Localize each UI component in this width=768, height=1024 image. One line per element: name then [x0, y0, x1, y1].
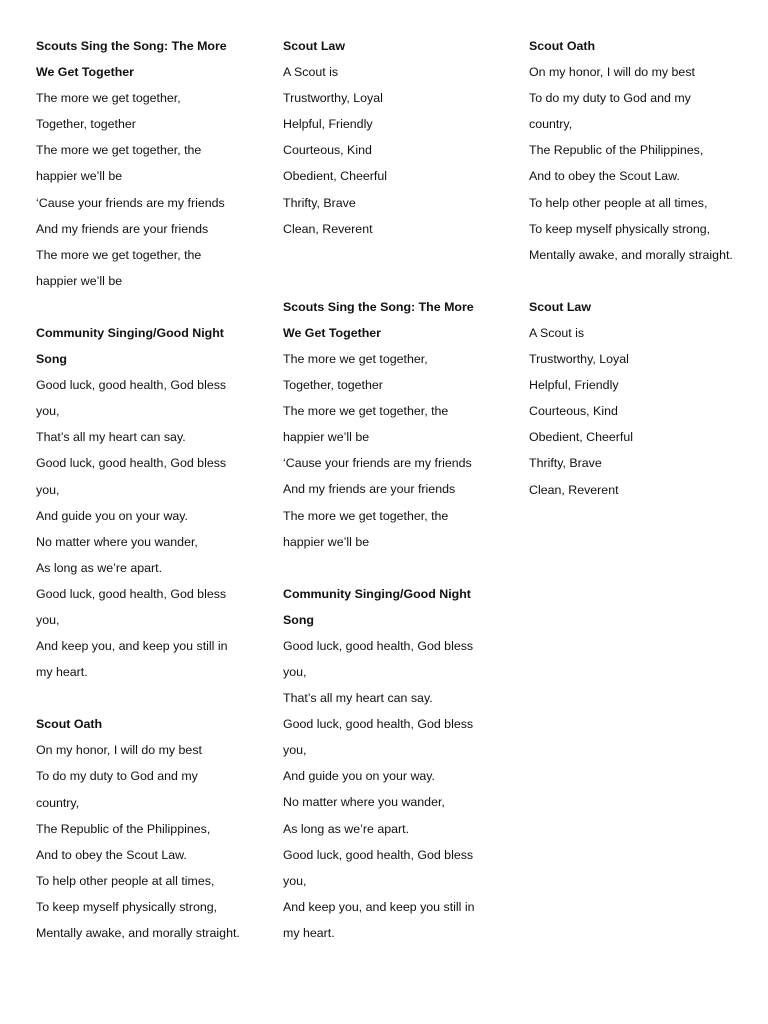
song-good-night	[283, 581, 488, 946]
section-title: Community Singing/Good Night Song	[283, 586, 471, 627]
section-title: Community Singing/Good Night Song	[36, 325, 224, 367]
column-1	[36, 33, 241, 972]
text-line: And my friends are your friends	[36, 221, 209, 236]
text-line: Courteous, Kind	[529, 404, 618, 419]
text-line: And keep you, and keep you still in my heart.	[283, 899, 475, 940]
text-line: Good luck, good health, God bless you,	[36, 378, 227, 419]
section-title: Scout Oath	[529, 39, 596, 53]
song-more-we-get-together	[36, 33, 241, 294]
text-line: To keep myself physically strong,	[36, 899, 218, 914]
scout-oath	[529, 33, 734, 268]
text-line: Thrifty, Brave	[283, 195, 356, 210]
text-line: To do my duty to God and my country,	[36, 769, 198, 810]
text-line: No matter where you wander,	[36, 534, 198, 549]
text-line: The more we get together, the happier we’ll be	[283, 508, 449, 549]
text-line: A Scout is	[529, 325, 585, 340]
section-title: Scouts Sing the Song: The More We Get Together	[283, 299, 474, 340]
text-line: The more we get together,	[283, 351, 428, 366]
song-good-night	[36, 320, 241, 685]
text-line: Helpful, Friendly	[529, 378, 619, 393]
text-line: On my honor, I will do my best	[36, 743, 202, 758]
text-line: Helpful, Friendly	[283, 117, 373, 132]
text-line: Mentally awake, and morally straight.	[529, 247, 733, 262]
text-line: And to obey the Scout Law.	[529, 169, 680, 184]
section-title: Scouts Sing the Song: The More We Get Together	[36, 39, 227, 80]
text-line: The more we get together, the happier we’ll be	[36, 143, 202, 184]
scout-oath	[36, 711, 241, 946]
text-line: On my honor, I will do my best	[529, 65, 695, 80]
text-line: The more we get together, the happier we’ll be	[36, 247, 202, 288]
text-line: As long as we’re apart.	[36, 560, 163, 575]
section-title: Scout Law	[529, 299, 591, 314]
text-line: Good luck, good health, God bless you,	[36, 586, 227, 627]
text-line: Good luck, good health, God bless you,	[283, 638, 474, 679]
text-line: To help other people at all times,	[529, 195, 708, 210]
text-line: Courteous, Kind	[283, 143, 372, 158]
text-line: Together, together	[283, 378, 383, 393]
scout-law	[283, 33, 488, 242]
song-more-we-get-together	[283, 294, 488, 555]
text-line: Mentally awake, and morally straight.	[36, 926, 240, 940]
section-title: Scout Oath	[36, 717, 103, 732]
text-line: Good luck, good health, God bless you,	[36, 456, 227, 497]
text-line: The Republic of the Philippines,	[529, 143, 704, 158]
text-line: Obedient, Cheerful	[529, 430, 634, 445]
text-line: ‘Cause your friends are my friends	[36, 195, 225, 210]
text-line: Good luck, good health, God bless you,	[283, 847, 474, 888]
column-3	[529, 33, 734, 529]
text-line: And guide you on your way.	[36, 508, 188, 523]
text-line: And guide you on your way.	[283, 769, 435, 784]
section-title: Scout Law	[283, 39, 345, 53]
text-line: No matter where you wander,	[283, 795, 445, 810]
text-line: Trustworthy, Loyal	[529, 352, 629, 367]
text-line: Clean, Reverent	[529, 482, 619, 497]
text-line: And keep you, and keep you still in my heart.	[36, 639, 228, 680]
blank-spacer	[283, 268, 488, 294]
text-line: The Republic of the Philippines,	[36, 821, 211, 836]
text-line: To keep myself physically strong,	[529, 221, 711, 236]
scout-law	[529, 294, 734, 503]
text-line: Thrifty, Brave	[529, 456, 602, 471]
text-line: The more we get together, the happier we’ll be	[283, 404, 449, 445]
column-2	[283, 33, 488, 972]
text-line: To help other people at all times,	[36, 873, 215, 888]
text-line: And my friends are your friends	[283, 482, 456, 497]
text-line: And to obey the Scout Law.	[36, 847, 187, 862]
text-line: Trustworthy, Loyal	[283, 91, 383, 106]
text-line: Clean, Reverent	[283, 221, 373, 236]
text-line: That’s all my heart can say.	[36, 430, 186, 445]
text-line: That’s all my heart can say.	[283, 691, 433, 706]
text-line: The more we get together,	[36, 91, 181, 106]
text-line: ‘Cause your friends are my friends	[283, 456, 472, 471]
text-line: To do my duty to God and my country,	[529, 91, 691, 132]
text-line: Obedient, Cheerful	[283, 169, 388, 184]
text-line: Together, together	[36, 117, 136, 132]
text-line: Good luck, good health, God bless you,	[283, 717, 474, 758]
text-line: As long as we’re apart.	[283, 821, 410, 836]
text-line: A Scout is	[283, 65, 339, 80]
